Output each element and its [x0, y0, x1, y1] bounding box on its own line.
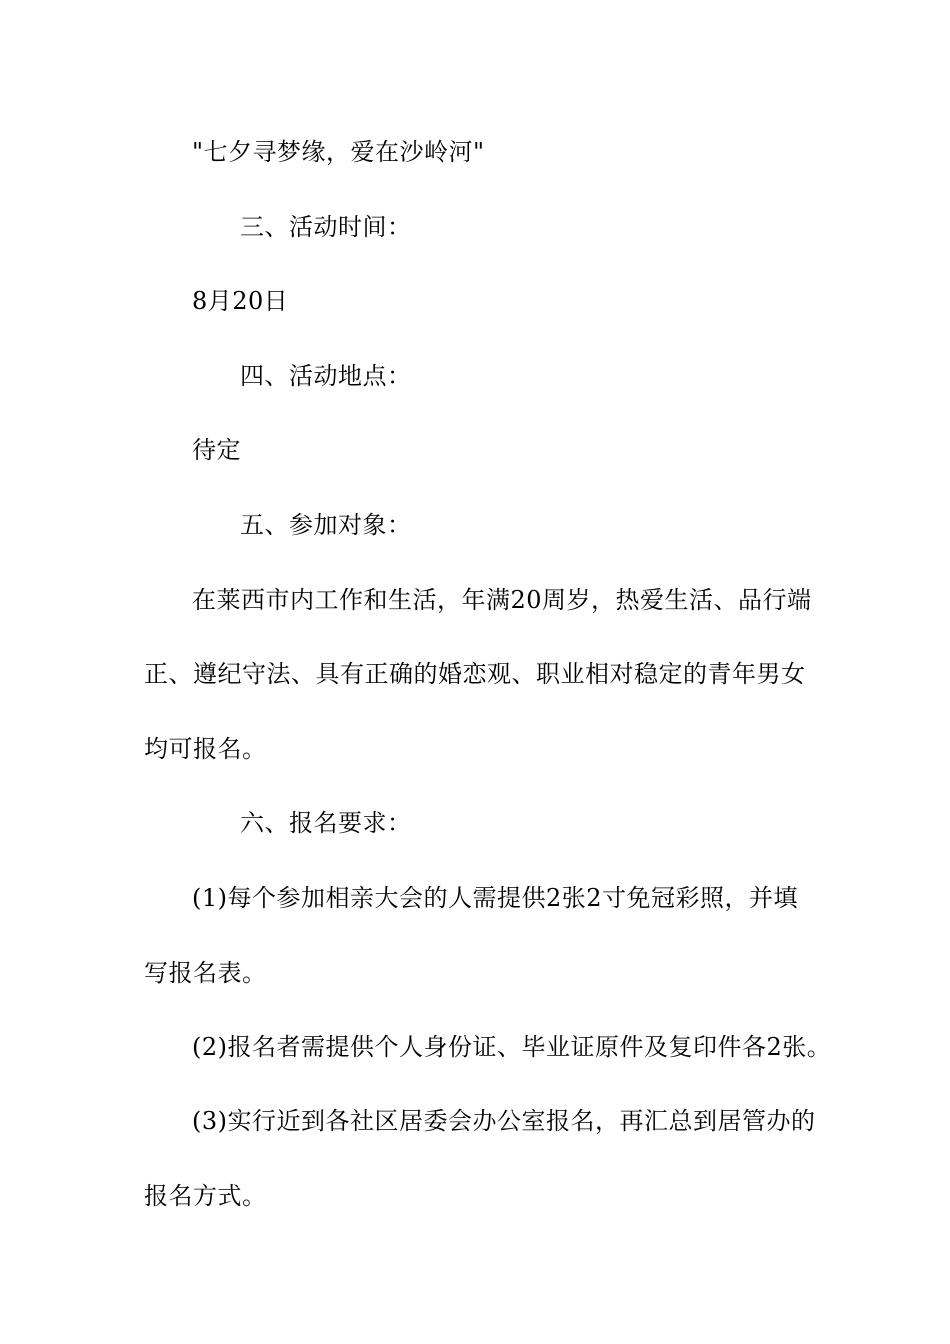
- requirement-3-line-1: (3)实行近到各社区居委会办公室报名，再汇总到居管办的: [192, 1107, 816, 1135]
- participants-line-2: 正、遵纪守法、具有正确的婚恋观、职业相对稳定的青年男女: [144, 660, 806, 688]
- participants-line-3: 均可报名。: [144, 735, 267, 763]
- requirement-1-line-2: 写报名表。: [144, 959, 267, 987]
- requirement-2-line-1: (2)报名者需提供个人身份证、毕业证原件及复印件各2张。: [192, 1033, 832, 1061]
- section-body-location: 待定: [192, 436, 241, 464]
- participants-line-1: 在莱西市内工作和生活，年满20周岁，热爱生活、品行端: [192, 586, 812, 614]
- theme-line: "七夕寻梦缘，爱在沙岭河": [192, 138, 485, 166]
- section-heading-location: 四、活动地点：: [240, 362, 412, 390]
- section-heading-participants: 五、参加对象：: [240, 511, 412, 539]
- requirement-3-line-2: 报名方式。: [144, 1182, 267, 1210]
- section-body-time: 8月20日: [192, 287, 289, 315]
- section-heading-time: 三、活动时间：: [240, 213, 412, 241]
- section-heading-requirements: 六、报名要求：: [240, 809, 412, 837]
- requirement-1-line-1: (1)每个参加相亲大会的人需提供2张2寸免冠彩照，并填: [192, 884, 799, 912]
